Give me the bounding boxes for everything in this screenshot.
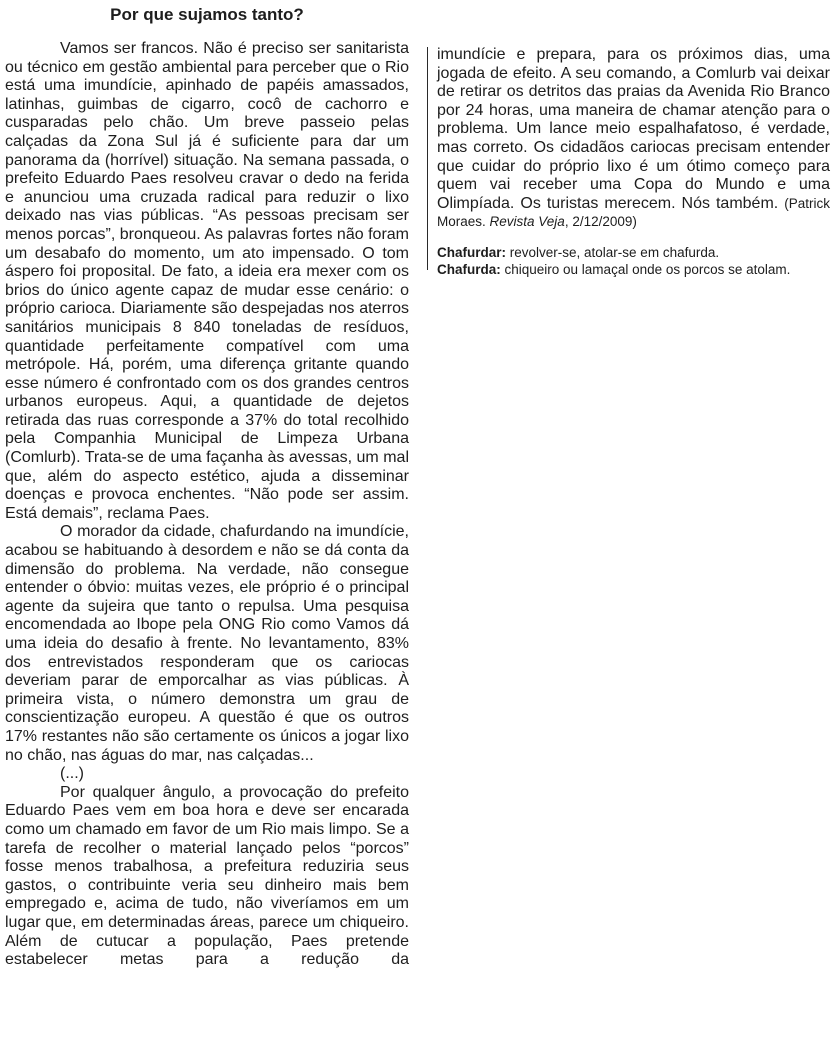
glossary-entry-chafurda xyxy=(437,261,830,278)
right-column xyxy=(437,46,830,278)
citation-prefix: (Patrick Moraes. xyxy=(437,195,830,230)
paragraph-1: Vamos ser francos. Não é preciso ser sanitarista ou técnico em gestão ambiental para perceber que o Rio está uma imundície, apinhado de papéis amassados, latinhas, guimbas de cigarro, cocô de cachorro e cusparadas pelo chão. Um breve passeio pelas calçadas da Zona Sul já é suficiente para dar um panorama da (horrível) situação. Na semana passada, o prefeito Eduardo Paes resolveu cravar o dedo na ferida e anunciou uma cruzada radical para reduzir o lixo deixado nas vias públicas. “As pessoas precisam ser menos porcas”, bronqueou. As palavras fortes não foram um desabafo do momento, um ato impensado. O tom áspero foi proposital. De fato, a ideia era mexer com os brios do único agente capaz de mudar esse cenário: o próprio carioca. Diariamente são despejadas nos aterros sanitários municipais 8 840 toneladas de resíduos, quantidade perfeitamente compatível com uma metrópole. Há, porém, uma diferença gritante quando esse número é confrontado com os dos grandes centros urbanos europeus. Aqui, a quantidade de dejetos retirada das ruas corresponde a 37% do total recolhido pela Companhia Municipal de Limpeza Urbana (Comlurb). Trata-se de uma façanha às avessas, um mal que, além do aspecto estético, ajuda a disseminar doenças e provoca enchentes. “Não pode ser assim. Está demais”, reclama Paes. xyxy=(5,40,409,522)
glossary-definition: revolver-se, atolar-se em chafurda. xyxy=(506,244,720,260)
glossary-definition: chiqueiro ou lamaçal onde os porcos se atolam. xyxy=(500,261,791,277)
citation-source-title: Revista Veja xyxy=(489,214,565,230)
paragraph-2: O morador da cidade, chafurdando na imundície, acabou se habituando à desordem e não se dá conta da dimensão do problema. Na verdade, não consegue entender o óbvio: muitas vezes, ele próprio é o principal agente da sujeira que tanto o repulsa. Uma pesquisa encomendada ao Ibope pela ONG Rio como Vamos dá uma ideia do desafio à frente. No levantamento, 83% dos entrevistados responderam que os cariocas deveriam parar de emporcalhar as vias públicas. À primeira vista, o número demonstra um grau de conscientização europeu. A questão é que os outros 17% restantes não são certamente os únicos a jogar lixo no chão, nas águas do mar, nas calçadas... xyxy=(5,523,409,764)
glossary-term: Chafurda: xyxy=(437,261,501,277)
paragraph-3-left-part: Por qualquer ângulo, a provocação do prefeito Eduardo Paes vem em boa hora e deve ser encarada como um chamado em favor de um Rio mais limpo. Se a tarefa de recolher o material lançado pelos “porcos” fosse menos trabalhosa, a prefeitura reduziria seus gastos, o contribuinte veria seu dinheiro mais bem empregado e, acima de tudo, não viveríamos em um lugar que, em determinadas áreas, parece um chiqueiro. Além de cutucar a população, Paes pretende estabelecer metas para a redução da xyxy=(5,783,409,969)
paragraph-3-continuation xyxy=(437,46,830,232)
citation-suffix: , 2/12/2009) xyxy=(564,214,637,230)
column-divider xyxy=(427,47,428,270)
omission-mark: (...) xyxy=(60,765,84,783)
glossary xyxy=(437,244,830,278)
glossary-entry-chafurdar xyxy=(437,244,830,261)
glossary-term: Chafurdar: xyxy=(437,244,507,260)
left-column xyxy=(5,40,409,970)
paragraph-3-continuation-text: imundície e prepara, para os próximos dias, uma jogada de efeito. A seu comando, a Comlurb vai deixar de retirar os detritos das praias da Avenida Rio Branco por 24 horas, uma maneira de chamar atenção para o problema. Um lance meio espalhafatoso, é verdade, mas correto. Os cidadãos cariocas precisam entender que cuidar do próprio lixo é um ótimo começo para quem vai receber uma Copa do Mundo e uma Olimpíada. Os turistas merecem. Nós também. xyxy=(437,46,830,212)
article-title: Por que sujamos tanto? xyxy=(110,5,304,24)
